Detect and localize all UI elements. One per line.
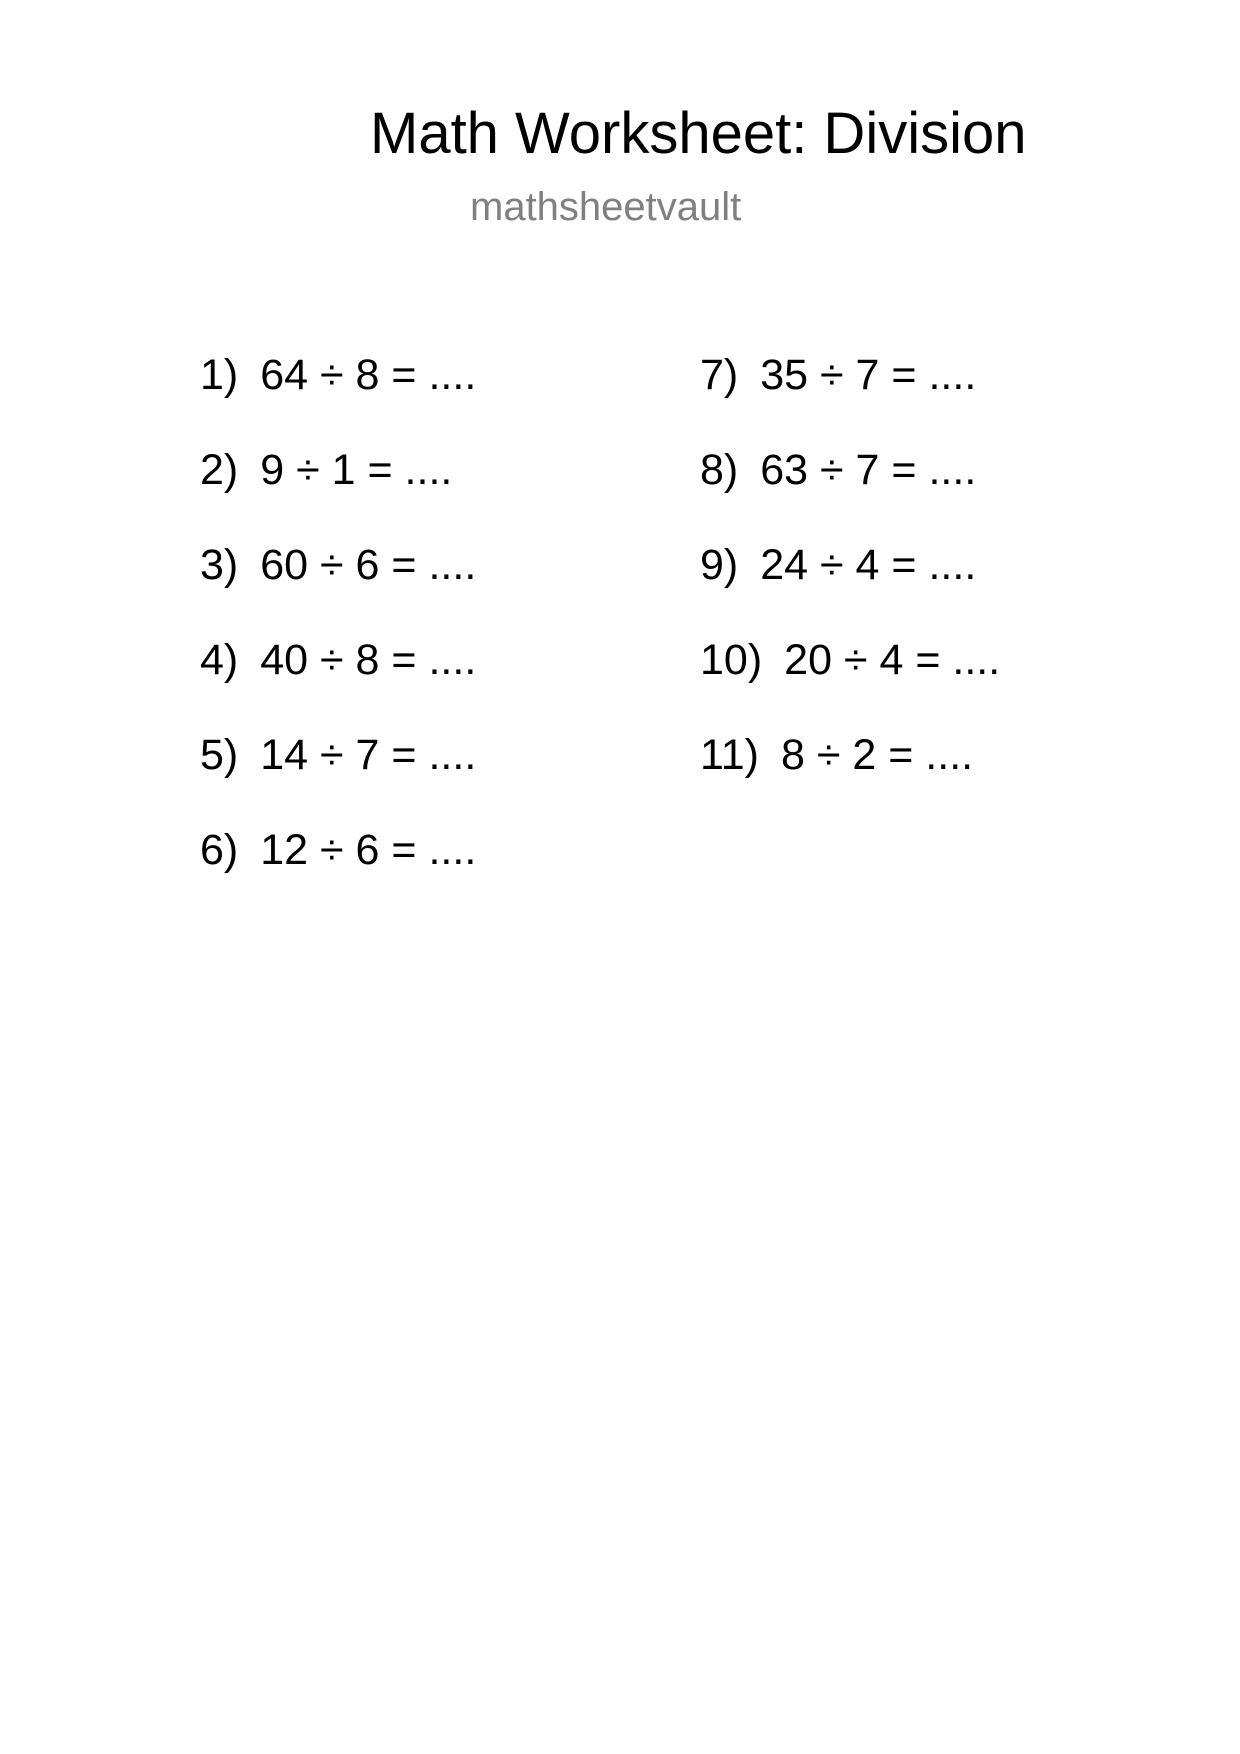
problem-expression: 20 ÷ 4 = .... bbox=[784, 636, 1001, 684]
problem-number: 10) bbox=[700, 636, 763, 684]
problem-expression: 8 ÷ 2 = .... bbox=[780, 731, 974, 779]
problem-number: 2) bbox=[200, 446, 239, 494]
problem-number: 11) bbox=[700, 731, 759, 779]
problem-number: 5) bbox=[200, 731, 239, 779]
problem-item bbox=[200, 538, 476, 633]
problem-item bbox=[200, 633, 476, 728]
problem-number: 8) bbox=[700, 446, 739, 494]
problem-number: 3) bbox=[200, 541, 239, 589]
problem-number: 6) bbox=[200, 826, 239, 874]
problem-item bbox=[700, 728, 1000, 823]
problem-expression: 24 ÷ 4 = .... bbox=[760, 541, 977, 589]
problem-item bbox=[700, 348, 1000, 443]
problem-number: 9) bbox=[700, 541, 739, 589]
problem-expression: 12 ÷ 6 = .... bbox=[260, 826, 477, 874]
problem-item bbox=[200, 443, 476, 538]
problem-expression: 63 ÷ 7 = .... bbox=[760, 446, 977, 494]
problem-expression: 35 ÷ 7 = .... bbox=[760, 351, 977, 399]
problem-expression: 64 ÷ 8 = .... bbox=[260, 351, 477, 399]
problem-number: 1) bbox=[200, 351, 239, 399]
problem-expression: 14 ÷ 7 = .... bbox=[260, 731, 477, 779]
problem-expression: 40 ÷ 8 = .... bbox=[260, 636, 477, 684]
problem-number: 4) bbox=[200, 636, 239, 684]
problem-item bbox=[200, 823, 476, 918]
problem-item bbox=[700, 443, 1000, 538]
page-title: Math Worksheet: Division bbox=[370, 101, 1027, 166]
problem-item bbox=[200, 348, 476, 443]
problem-number: 7) bbox=[700, 351, 739, 399]
problem-column-right bbox=[700, 348, 1000, 823]
problem-item bbox=[700, 538, 1000, 633]
problem-column-left bbox=[200, 348, 476, 918]
problem-expression: 60 ÷ 6 = .... bbox=[260, 541, 477, 589]
problem-item bbox=[700, 633, 1000, 728]
problem-expression: 9 ÷ 1 = .... bbox=[260, 446, 453, 494]
problem-item bbox=[200, 728, 476, 823]
page-subtitle: mathsheetvault bbox=[470, 185, 742, 229]
